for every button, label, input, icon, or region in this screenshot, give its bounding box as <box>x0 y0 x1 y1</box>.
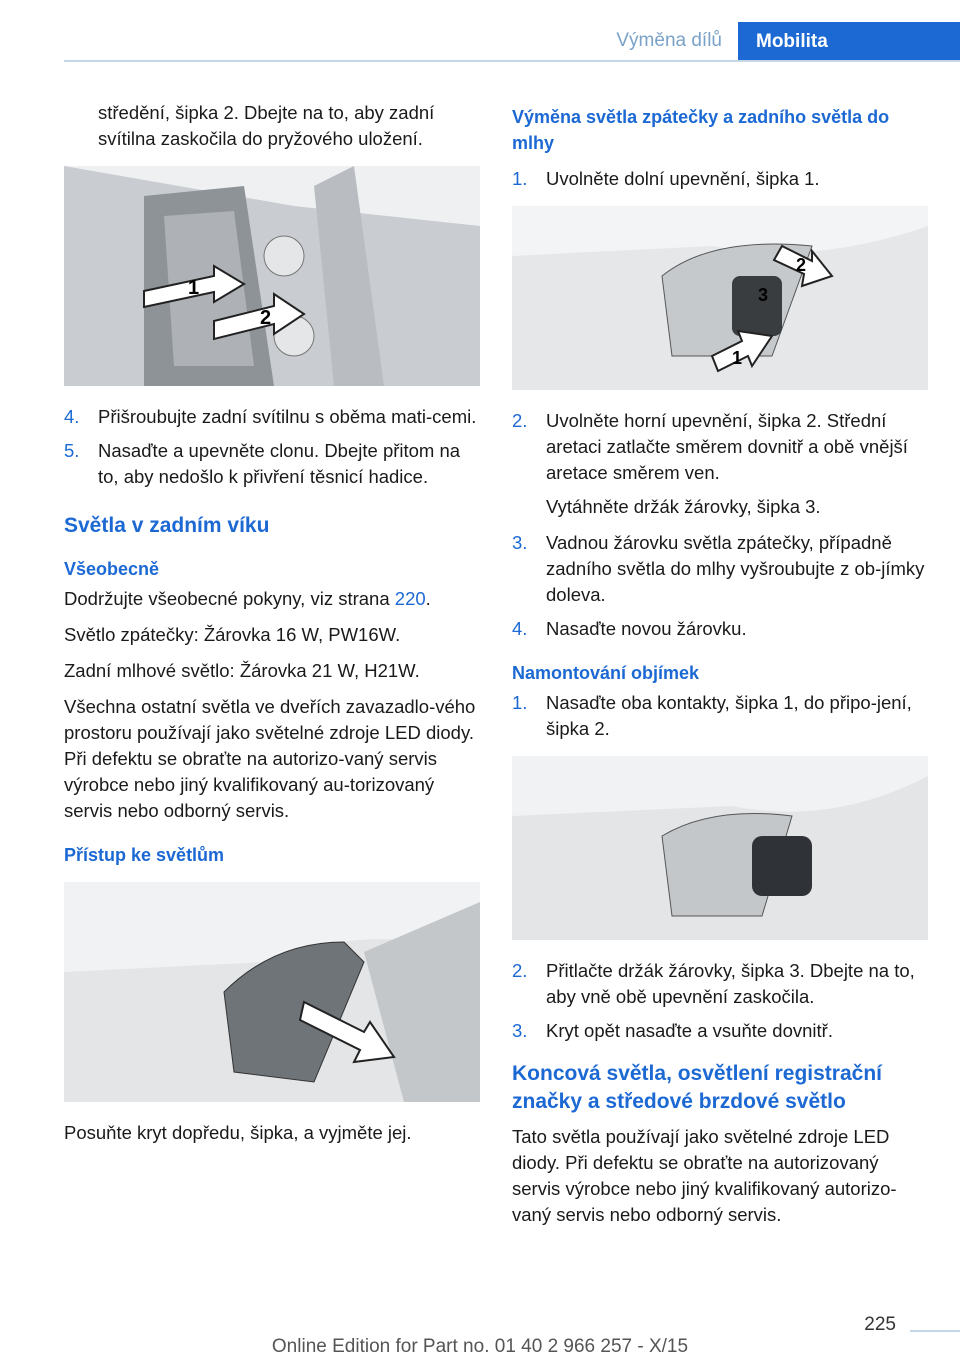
step-number: 2. <box>512 960 528 981</box>
step-text: Nasaďte oba kontakty, šipka 1, do připo‐jení, šipka 2. <box>546 692 912 739</box>
page-link[interactable]: 220 <box>394 588 426 609</box>
step-text: Přitlačte držák žárovky, šipka 3. Dbejte na to, aby vně obě upevnění zaskočila. <box>546 960 915 1007</box>
step-text: Uvolněte dolní upevnění, šipka 1. <box>546 168 820 189</box>
subheading-access: Přístup ke světlům <box>64 845 225 865</box>
section-heading-lights: Světla v zadním víku <box>64 514 270 537</box>
fig-label-2: 2 <box>796 255 807 275</box>
step-text: Kryt opět nasaďte a vsuňte dovnitř. <box>546 1020 833 1041</box>
page-number: 225 <box>864 1314 896 1335</box>
step-extra: Vytáhněte držák žárovky, šipka 3. <box>546 496 821 517</box>
figure-bulb-holder <box>512 206 928 390</box>
subheading-general: Všeobecně <box>64 559 160 579</box>
figure-cover <box>64 882 480 1102</box>
step-number: 3. <box>512 1020 528 1041</box>
intro-text: středění, šipka 2. Dbejte na to, aby zadní svítilna zaskočila do pryžového uložení. <box>98 102 435 149</box>
fig1-label-1: 1 <box>188 277 200 299</box>
step-text: Uvolněte horní upevnění, šipka 2. Střední aretaci zatlačte směrem dovnitř a obě vnější aretace směrem ven. <box>546 410 908 483</box>
step-number: 2. <box>512 410 528 431</box>
step-item <box>64 404 480 430</box>
step-item <box>512 958 928 1010</box>
header-rule <box>64 60 960 62</box>
step-item <box>512 690 928 742</box>
step-item <box>512 1018 928 1044</box>
led-text: Tato světla používají jako světelné zdroje LED diody. Při defektu se obraťte na autorizovaný servis výrobce nebo jiný kvalifikovaný autorizo‐vaný servis nebo odborný servis. <box>512 1126 897 1225</box>
section-heading-rear: Koncová světla, osvětlení registrační značky a středové brzdové světlo <box>512 1062 882 1113</box>
general-paragraph-3: Zadní mlhové světlo: Žárovka 21 W, H21W. <box>64 660 420 681</box>
left-column <box>64 100 480 1156</box>
subheading-replace: Výměna světla zpátečky a zadního světla do mlhy <box>512 107 890 153</box>
general-text: Dodržujte všeobecné pokyny, viz strana <box>64 588 395 609</box>
chapter-tab[interactable]: Mobilita <box>738 22 960 62</box>
step-item <box>512 408 928 486</box>
step-number: 5. <box>64 440 80 461</box>
step-text: Nasaďte a upevněte clonu. Dbejte přitom na to, aby nedošlo k přivření těsnicí hadice. <box>98 440 461 487</box>
step-item <box>512 616 928 642</box>
general-paragraph-4: Všechna ostatní světla ve dveřích zavazadlo‐vého prostoru používají jako světelné zdroje LED diody. Při defektu se obraťte na autorizo‐vaný servis výrobce nebo jiný kvalifikovaný au‐torizovaný servis nebo odborný servis. <box>64 696 476 821</box>
access-caption: Posuňte kryt dopředu, šipka, a vyjměte jej. <box>64 1122 412 1143</box>
general-paragraph-2: Světlo zpátečky: Žárovka 16 W, PW16W. <box>64 624 401 645</box>
step-number: 3. <box>512 532 528 553</box>
step-text: Vadnou žárovku světla zpátečky, případně zadního světla do mlhy vyšroubujte z ob‐jímky doleva. <box>546 532 925 605</box>
fig1-label-2: 2 <box>260 307 272 329</box>
step-number: 4. <box>64 406 80 427</box>
step-item <box>64 438 480 490</box>
step-text: Nasaďte novou žárovku. <box>546 618 747 639</box>
page-header <box>0 0 960 62</box>
general-text-end: . <box>425 588 431 609</box>
section-tab[interactable]: Výměna dílů <box>616 30 722 51</box>
general-paragraph-1 <box>64 586 480 612</box>
subheading-mount: Namontování objímek <box>512 663 700 683</box>
step-number: 1. <box>512 692 528 713</box>
step-text: Přišroubujte zadní svítilnu s oběma mati‐cemi. <box>98 406 477 427</box>
step-item <box>512 530 928 608</box>
figure-mount <box>512 756 928 940</box>
step-item <box>512 166 928 192</box>
figure-tail-lamp <box>64 166 480 386</box>
step-number: 4. <box>512 618 528 639</box>
right-column <box>512 100 928 1238</box>
fig-label-1: 1 <box>732 348 743 368</box>
footer-edition: Online Edition for Part no. 01 40 2 966 257 - X/15 <box>271 1336 689 1357</box>
fig-label-3: 3 <box>758 285 769 305</box>
step-number: 1. <box>512 168 528 189</box>
footer-rule <box>910 1330 960 1332</box>
